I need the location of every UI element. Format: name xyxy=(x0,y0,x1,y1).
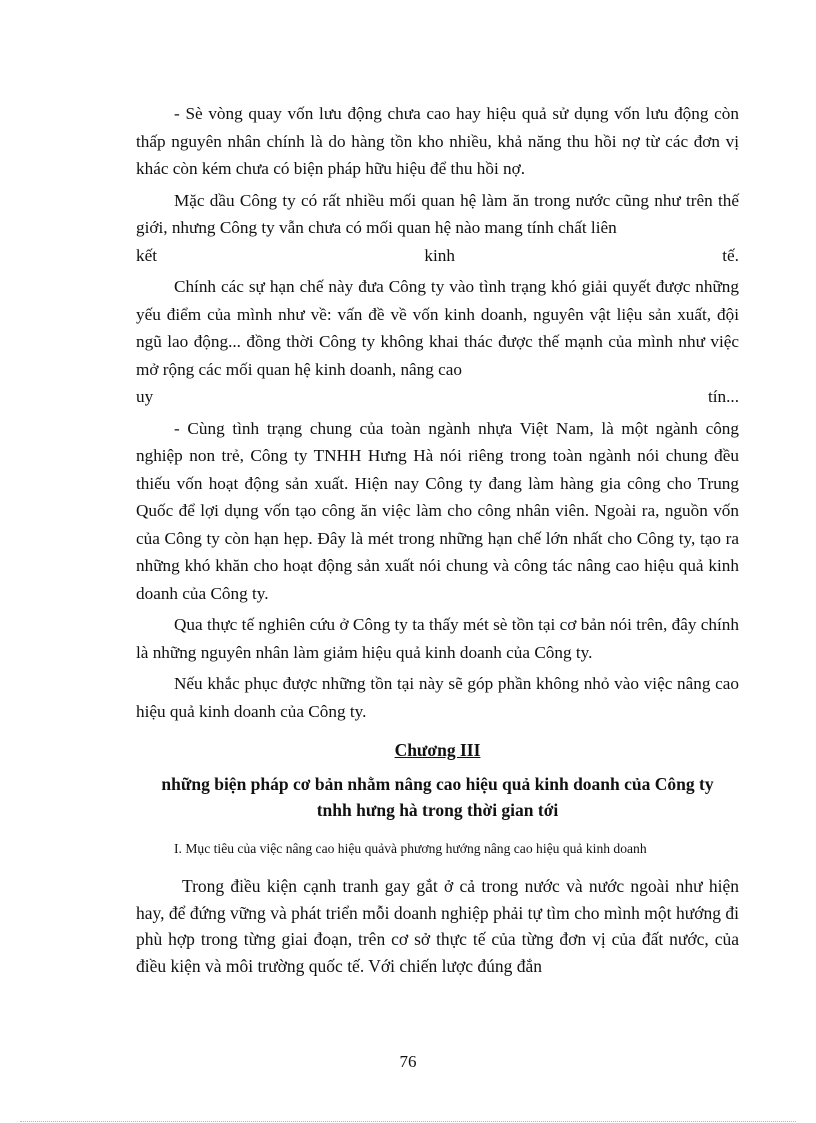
paragraph-research-findings: Qua thực tế nghiên cứu ở Công ty ta thấy mét sè tồn tại cơ bản nói trên, đây chính là những nguyên nhân làm giảm hiệu quả kinh doanh của Công ty. xyxy=(136,615,739,662)
paragraph-overcoming: Nếu khắc phục được những tồn tại này sẽ góp phần không nhỏ vào việc nâng cao hiệu quả kinh doanh của Công ty. xyxy=(136,674,739,721)
paragraph-competition: Trong điều kiện cạnh tranh gay gắt ở cả trong nước và nước ngoài như hiện hay, để đứng vững và phát triển mỗi doanh nghiệp phải tự tìm cho mình một hướng đi phù hợp trong từng giai đoạn, trên cơ sở thực tế của từng đơn vị của đất nước, của điều kiện và môi trường quốc tế. Với chiến lược đúng đắn xyxy=(136,876,739,976)
section-heading: I. Mục tiêu của việc nâng cao hiệu quảvà phương hướng nâng cao hiệu quả kinh doanh xyxy=(174,841,647,856)
body-text xyxy=(136,100,739,979)
word-kinh: kinh xyxy=(424,245,455,265)
paragraph-plastics-industry: - Cùng tình trạng chung của toàn ngành nhựa Việt Nam, là một ngành công nghiệp non trẻ, Công ty TNHH Hưng Hà nói riêng trong toàn ngành nói chung đều thiếu vốn hoạt động sản xuất. Hiện nay Công ty đang làm hàng gia công cho Trung Quốc để lợi dụng vốn tạo công ăn việc làm cho công nhân viên. Ngoài ra, nguồn vốn của Công ty còn hạn hẹp. Đây là mét trong những hạn chế lớn nhất cho Công ty, tạo ra những khó khăn cho hoạt động sản xuất nói chung và công tác nâng cao hiệu quả kinh doanh của Công ty. xyxy=(136,418,739,603)
word-uy: uy xyxy=(136,387,154,406)
paragraph-business-relations-end xyxy=(136,242,739,270)
word-te: tế. xyxy=(722,245,739,265)
chapter-title: Chương III xyxy=(394,740,481,760)
paragraph-limitations: Chính các sự hạn chế này đưa Công ty vào tình trạng khó giải quyết được những yếu điểm của mình như về: vấn đề về vốn kinh doanh, nguyên vật liệu sản xuất, đội ngũ lao động... đồng thời Công ty không khai thác được thế mạnh của mình như việc mở rộng các mối quan hệ kinh doanh, nâng cao xyxy=(136,277,739,379)
chapter-subtitle: những biện pháp cơ bản nhằm nâng cao hiệu quả kinh doanh của Công ty tnhh hưng hà trong thời gian tới xyxy=(161,774,714,820)
word-ket: kết xyxy=(136,245,157,265)
word-tin: tín... xyxy=(707,387,739,406)
paragraph-limitations-end xyxy=(136,383,739,411)
paragraph-business-relations: Mặc dầu Công ty có rất nhiều mối quan hệ làm ăn trong nước cũng như trên thế giới, nhưng Công ty vẫn chưa có mối quan hệ nào mang tính chất liên xyxy=(136,190,739,237)
page-number: 76 xyxy=(399,1052,417,1071)
footer-dotted-rule xyxy=(20,1121,796,1122)
paragraph-capital-turnover: - Sè vòng quay vốn lưu động chưa cao hay hiệu quả sử dụng vốn lưu động còn thấp nguyên nhân chính là do hàng tồn kho nhiều, khả năng thu hồi nợ từ các đơn vị khác còn kém chưa có biện pháp hữu hiệu để thu hồi nợ. xyxy=(136,104,739,178)
